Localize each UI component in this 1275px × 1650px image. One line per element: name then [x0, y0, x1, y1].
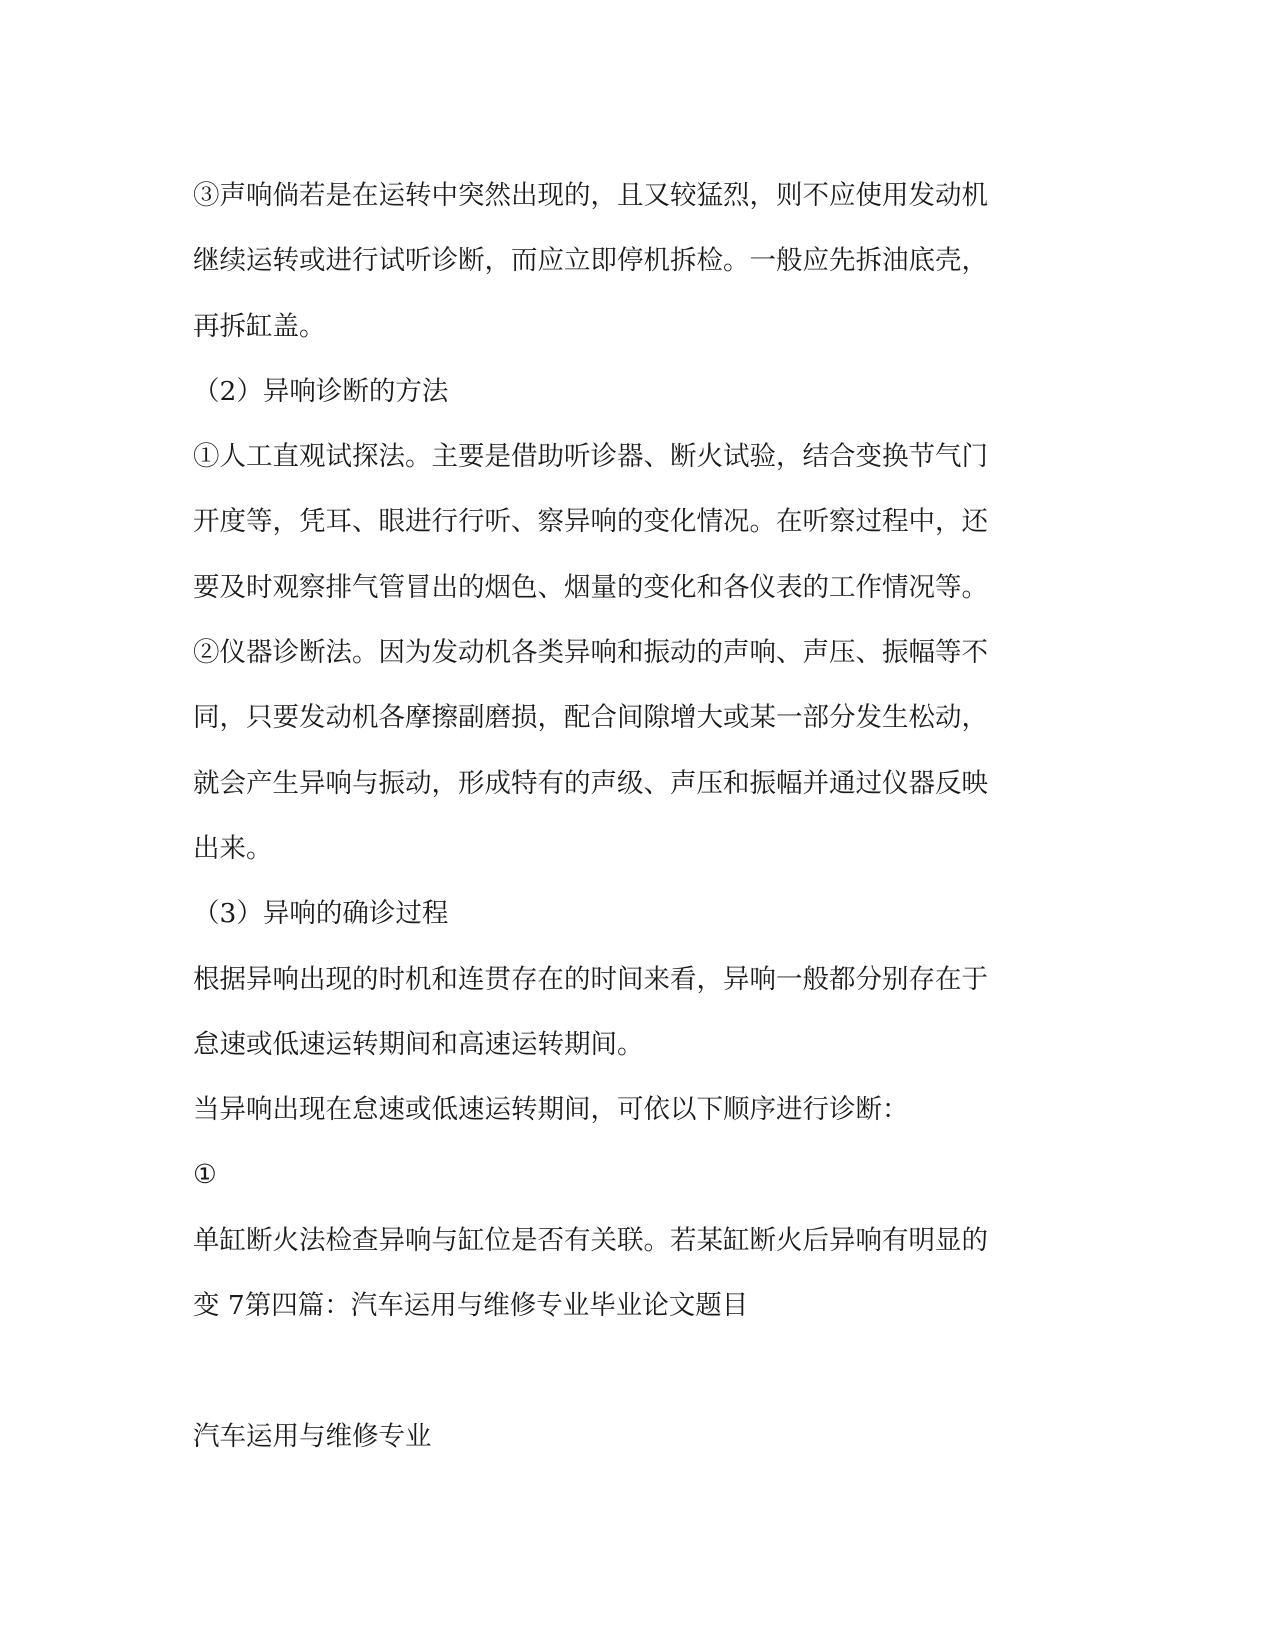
text-line: 单缸断火法检查异响与缸位是否有关联。若某缸断火后异响有明显的	[193, 1224, 988, 1256]
section-heading: （3）异响的确诊过程	[193, 898, 449, 930]
text-line: ③声响倘若是在运转中突然出现的，且又较猛烈，则不应使用发动机	[193, 180, 988, 211]
text-line: 根据异响出现的时机和连贯存在的时间来看，异响一般都分别存在于	[193, 963, 988, 995]
text-line: 再拆缸盖。	[193, 310, 326, 342]
text-line: 当异响出现在怠速或低速运转期间，可依以下顺序进行诊断：	[193, 1094, 909, 1126]
text-line: 同，只要发动机各摩擦副磨损，配合间隙增大或某一部分发生松动，	[193, 702, 988, 734]
text-line: 汽车运用与维修专业	[193, 1420, 432, 1452]
text-line: ①人工直观试探法。主要是借助听诊器、断火试验，结合变换节气门	[193, 441, 988, 473]
text-line: 出来。	[193, 832, 273, 864]
list-marker: ①	[193, 1159, 217, 1191]
text-line: 变 7第四篇：汽车运用与维修专业毕业论文题目	[193, 1290, 749, 1322]
text-line: 怠速或低速运转期间和高速运转期间。	[193, 1028, 644, 1060]
text-line: 要及时观察排气管冒出的烟色、烟量的变化和各仪表的工作情况等。	[193, 571, 988, 603]
document-body	[193, 163, 1093, 1469]
text-line: ②仪器诊断法。因为发动机各类异响和振动的声响、声压、振幅等不	[193, 637, 988, 669]
text-line: 就会产生异响与振动，形成特有的声级、声压和振幅并通过仪器反映	[193, 767, 988, 799]
section-heading: （2）异响诊断的方法	[193, 375, 449, 407]
text-line: 继续运转或进行试听诊断，而应立即停机拆检。一般应先拆油底壳，	[193, 245, 988, 277]
text-line: 开度等，凭耳、眼进行行听、察异响的变化情况。在听察过程中，还	[193, 506, 988, 538]
